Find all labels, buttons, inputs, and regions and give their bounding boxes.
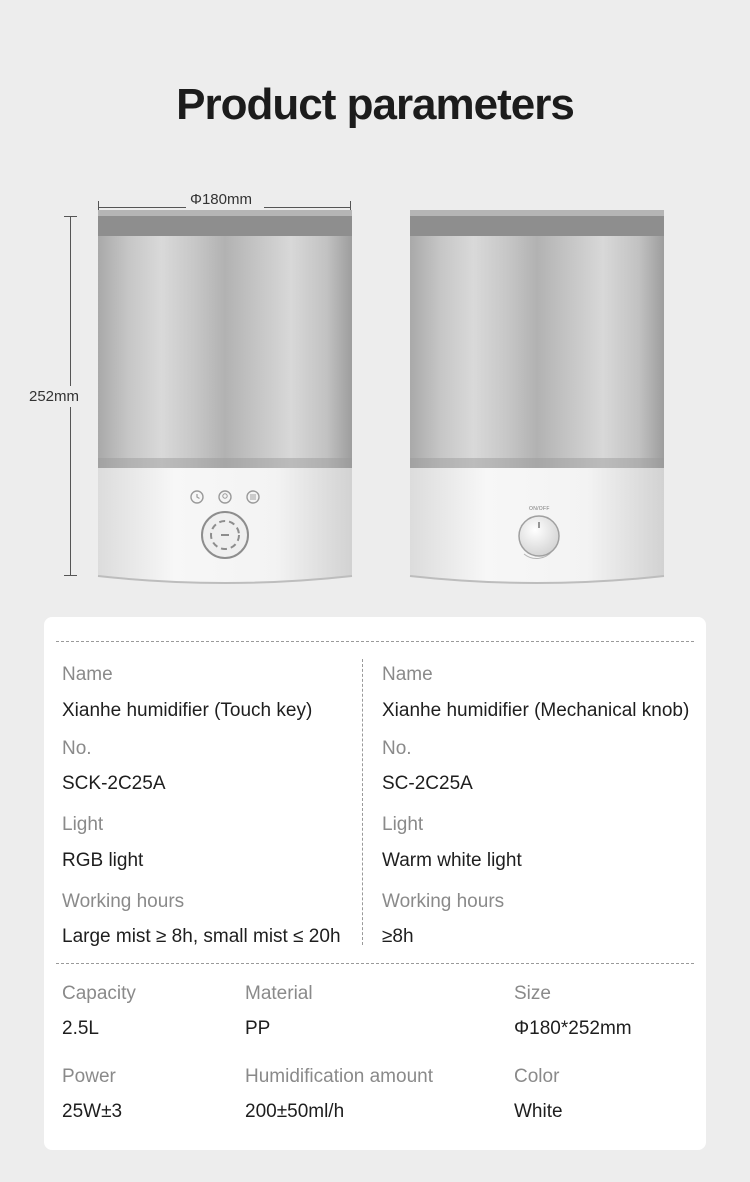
page-title: Product parameters [176, 80, 574, 129]
right-light-label: Light [382, 814, 424, 835]
left-no-label: No. [62, 738, 92, 759]
right-name-value: Xianhe humidifier (Mechanical knob) [382, 700, 690, 721]
product-images [0, 180, 750, 600]
power-value: 25W±3 [62, 1101, 123, 1122]
capacity-value: 2.5L [62, 1018, 99, 1039]
material-value: PP [245, 1018, 271, 1039]
height-tick-top [64, 216, 77, 217]
right-name-label: Name [382, 664, 433, 685]
divider-middle [56, 963, 694, 964]
right-light-value: Warm white light [382, 850, 522, 871]
right-no-value: SC-2C25A [382, 773, 473, 794]
height-label: 252mm [29, 388, 80, 405]
divider-vertical [362, 659, 363, 945]
left-name-value: Xianhe humidifier (Touch key) [62, 700, 313, 721]
material-label: Material [245, 983, 313, 1004]
capacity-label: Capacity [62, 983, 136, 1004]
right-hours-value: ≥8h [382, 926, 414, 947]
left-light-label: Light [62, 814, 104, 835]
knob-label: ON/OFF [529, 506, 550, 512]
humidification-label: Humidification amount [245, 1066, 433, 1087]
size-value: Φ180*252mm [514, 1018, 632, 1039]
right-hours-label: Working hours [382, 891, 505, 912]
divider-top [56, 641, 694, 642]
diameter-label: Φ180mm [190, 191, 252, 208]
humidification-value: 200±50ml/h [245, 1101, 345, 1122]
size-label: Size [514, 983, 551, 1004]
parameters-card [44, 617, 706, 1150]
mechanical-knob-humidifier-image [408, 210, 666, 586]
height-tick-bottom [64, 575, 77, 576]
power-label: Power [62, 1066, 116, 1087]
mechanical-knob-icon [519, 516, 559, 556]
left-light-value: RGB light [62, 850, 144, 871]
touch-key-humidifier-image [96, 210, 354, 586]
dimension-line-left [98, 207, 186, 208]
left-hours-label: Working hours [62, 891, 185, 912]
color-value: White [514, 1101, 563, 1122]
left-no-value: SCK-2C25A [62, 773, 166, 794]
touch-power-button-icon [202, 512, 248, 558]
left-hours-value: Large mist ≥ 8h, small mist ≤ 20h [62, 926, 341, 947]
right-no-label: No. [382, 738, 412, 759]
color-label: Color [514, 1066, 560, 1087]
left-name-label: Name [62, 664, 113, 685]
dimension-line-right [264, 207, 350, 208]
